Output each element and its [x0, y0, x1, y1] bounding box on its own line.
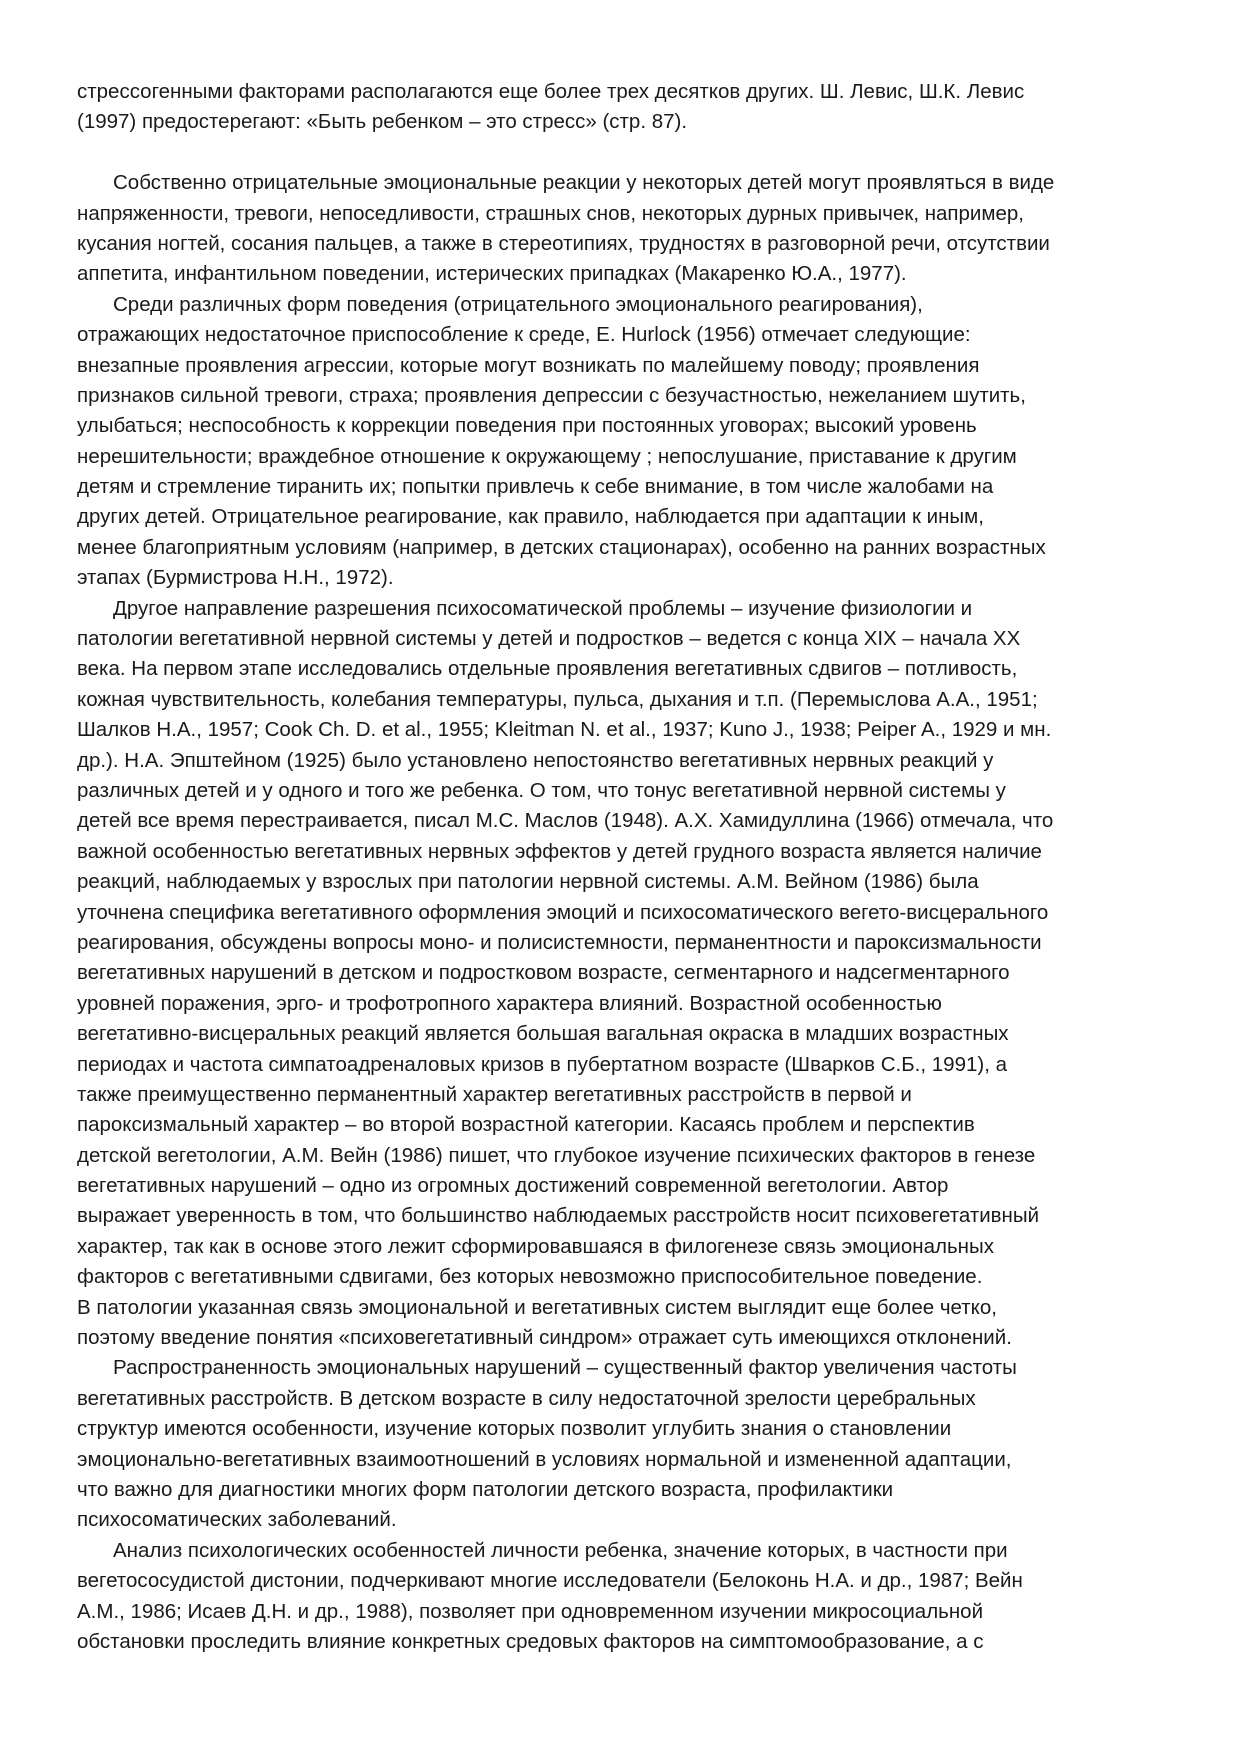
text-line: признаков сильной тревоги, страха; проявления депрессии с безучастностью, нежеланием шутить,: [77, 383, 1026, 407]
text-line: пароксизмальный характер – во второй возрастной категории. Касаясь проблем и перспектив: [77, 1113, 975, 1137]
text-line: психосоматических заболеваний.: [77, 1508, 397, 1532]
text-line: В патологии указанная связь эмоциональной и вегетативных систем выглядит еще более четко,: [77, 1295, 997, 1319]
text-line: (1997) предостерегают: «Быть ребенком – это стресс» (стр. 87).: [77, 110, 688, 134]
paragraph-5: [77, 1353, 1177, 1535]
text-line: Шалков Н.А., 1957; Cook Ch. D. et al., 1955; Kleitman N. et al., 1937; Kuno J., 1938; Peiper A., 1929 и мн.: [77, 718, 1052, 742]
text-line: вегетативно-висцеральных реакций является большая вагальная окраска в младших возрастных: [77, 1022, 1009, 1046]
text-line: Анализ психологических особенностей личности ребенка, значение которых, в частности при: [113, 1538, 1008, 1562]
text-line: А.М., 1986; Исаев Д.Н. и др., 1988), позволяет при одновременном изучении микросоциальной: [77, 1599, 984, 1623]
text-line: эмоционально-вегетативных взаимоотношений в условиях нормальной и измененной адаптации,: [77, 1447, 1012, 1471]
text-line: факторов с вегетативными сдвигами, без которых невозможно приспособительное поведение.: [77, 1265, 983, 1289]
text-line: реакций, наблюдаемых у взрослых при патологии нервной системы. А.М. Вейном (1986) была: [77, 870, 979, 894]
paragraph-6: [77, 1536, 1177, 1658]
text-line: вегетативных нарушений в детском и подростковом возрасте, сегментарного и надсегментарного: [77, 961, 1010, 985]
text-line: кусания ногтей, сосания пальцев, а также в стереотипиях, трудностях в разговорной речи, отсутствии: [77, 231, 1050, 255]
text-line: этапах (Бурмистрова Н.Н., 1972).: [77, 566, 394, 590]
text-line: детской вегетологии, А.М. Вейн (1986) пишет, что глубокое изучение психических факторов в генезе: [77, 1143, 1036, 1167]
text-line: патологии вегетативной нервной системы у детей и подростков – ведется с конца XIX – начала XX: [77, 627, 1021, 651]
paragraph-2: [77, 168, 1177, 290]
text-line: вегетативных расстройств. В детском возрасте в силу недостаточной зрелости церебральных: [77, 1386, 976, 1410]
text-line: Другое направление разрешения психосоматической проблемы – изучение физиологии и: [113, 596, 973, 620]
text-line: детям и стремление тиранить их; попытки привлечь к себе внимание, в том числе жалобами на: [77, 475, 994, 499]
paragraph-1: [77, 77, 1177, 138]
text-line: различных детей и у одного и того же ребенка. О том, что тонус вегетативной нервной системы у: [77, 778, 1006, 802]
text-line: других детей. Отрицательное реагирование, как правило, наблюдается при адаптации к иным,: [77, 505, 984, 529]
text-line: периодах и частота симпатоадреналовых кризов в пубертатном возрасте (Шварков С.Б., 1991), а: [77, 1052, 1007, 1076]
text-line: Среди различных форм поведения (отрицательного эмоционального реагирования),: [113, 292, 923, 316]
text-line: также преимущественно перманентный характер вегетативных расстройств в первой и: [77, 1082, 912, 1106]
text-line: что важно для диагностики многих форм патологии детского возраста, профилактики: [77, 1477, 894, 1501]
text-line: внезапные проявления агрессии, которые могут возникать по малейшему поводу; проявления: [77, 353, 980, 377]
text-line: отражающих недостаточное приспособление к среде, E. Hurlock (1956) отмечает следующие:: [77, 323, 971, 347]
text-line: Собственно отрицательные эмоциональные реакции у некоторых детей могут проявляться в виде: [113, 171, 1055, 195]
text-line: нерешительности; враждебное отношение к окружающему ; непослушание, приставание к другим: [77, 444, 1017, 468]
text-line: века. На первом этапе исследовались отдельные проявления вегетативных сдвигов – потливость,: [77, 657, 1018, 681]
text-line: др.). Н.А. Эпштейном (1925) было установлено непостоянство вегетативных нервных реакций у: [77, 748, 994, 772]
text-line: уровней поражения, эрго- и трофотропного характера влияний. Возрастной особенностью: [77, 991, 942, 1015]
text-line: менее благоприятным условиям (например, в детских стационарах), особенно на ранних возрастных: [77, 535, 1046, 559]
text-line: улыбаться; неспособность к коррекции поведения при постоянных уговорах; высокий уровень: [77, 414, 977, 438]
body-text: [77, 77, 1177, 1657]
paragraph-4: [77, 594, 1177, 1354]
text-line: характер, так как в основе этого лежит сформировавшаяся в филогенезе связь эмоциональных: [77, 1234, 994, 1258]
text-line: напряженности, тревоги, непоседливости, страшных снов, некоторых дурных привычек, например,: [77, 201, 1024, 225]
text-line: структур имеются особенности, изучение которых позволит углубить знания о становлении: [77, 1417, 952, 1441]
text-line: детей все время перестраивается, писал М.С. Маслов (1948). А.Х. Хамидуллина (1966) отмечала, что: [77, 809, 1054, 833]
text-line: вегетативных нарушений – одно из огромных достижений современной вегетологии. Автор: [77, 1174, 949, 1198]
text-line: Распространенность эмоциональных нарушений – существенный фактор увеличения частоты: [113, 1356, 1017, 1380]
paragraph-3: [77, 290, 1177, 594]
text-line: реагирования, обсуждены вопросы моно- и полисистемности, перманентности и пароксизмальности: [77, 930, 1042, 954]
text-line: вегетососудистой дистонии, подчеркивают многие исследователи (Белоконь Н.А. и др., 1987; Вейн: [77, 1569, 1023, 1593]
text-line: аппетита, инфантильном поведении, истерических припадках (Макаренко Ю.А., 1977).: [77, 262, 907, 286]
text-line: выражает уверенность в том, что большинство наблюдаемых расстройств носит психовегетативный: [77, 1204, 1040, 1228]
text-line: важной особенностью вегетативных нервных эффектов у детей грудного возраста является наличие: [77, 839, 1042, 863]
text-line: уточнена специфика вегетативного оформления эмоций и психосоматического вегето-висцерального: [77, 900, 1049, 924]
text-line: стрессогенными факторами располагаются еще более трех десятков других. Ш. Левис, Ш.К. Левис: [77, 80, 1025, 103]
text-line: поэтому введение понятия «психовегетативный синдром» отражает суть имеющихся отклонений.: [77, 1326, 1012, 1350]
text-line: кожная чувствительность, колебания температуры, пульса, дыхания и т.п. (Перемыслова А.А., 1951;: [77, 687, 1038, 711]
text-line: обстановки проследить влияние конкретных средовых факторов на симптомообразование, а с: [77, 1629, 984, 1653]
